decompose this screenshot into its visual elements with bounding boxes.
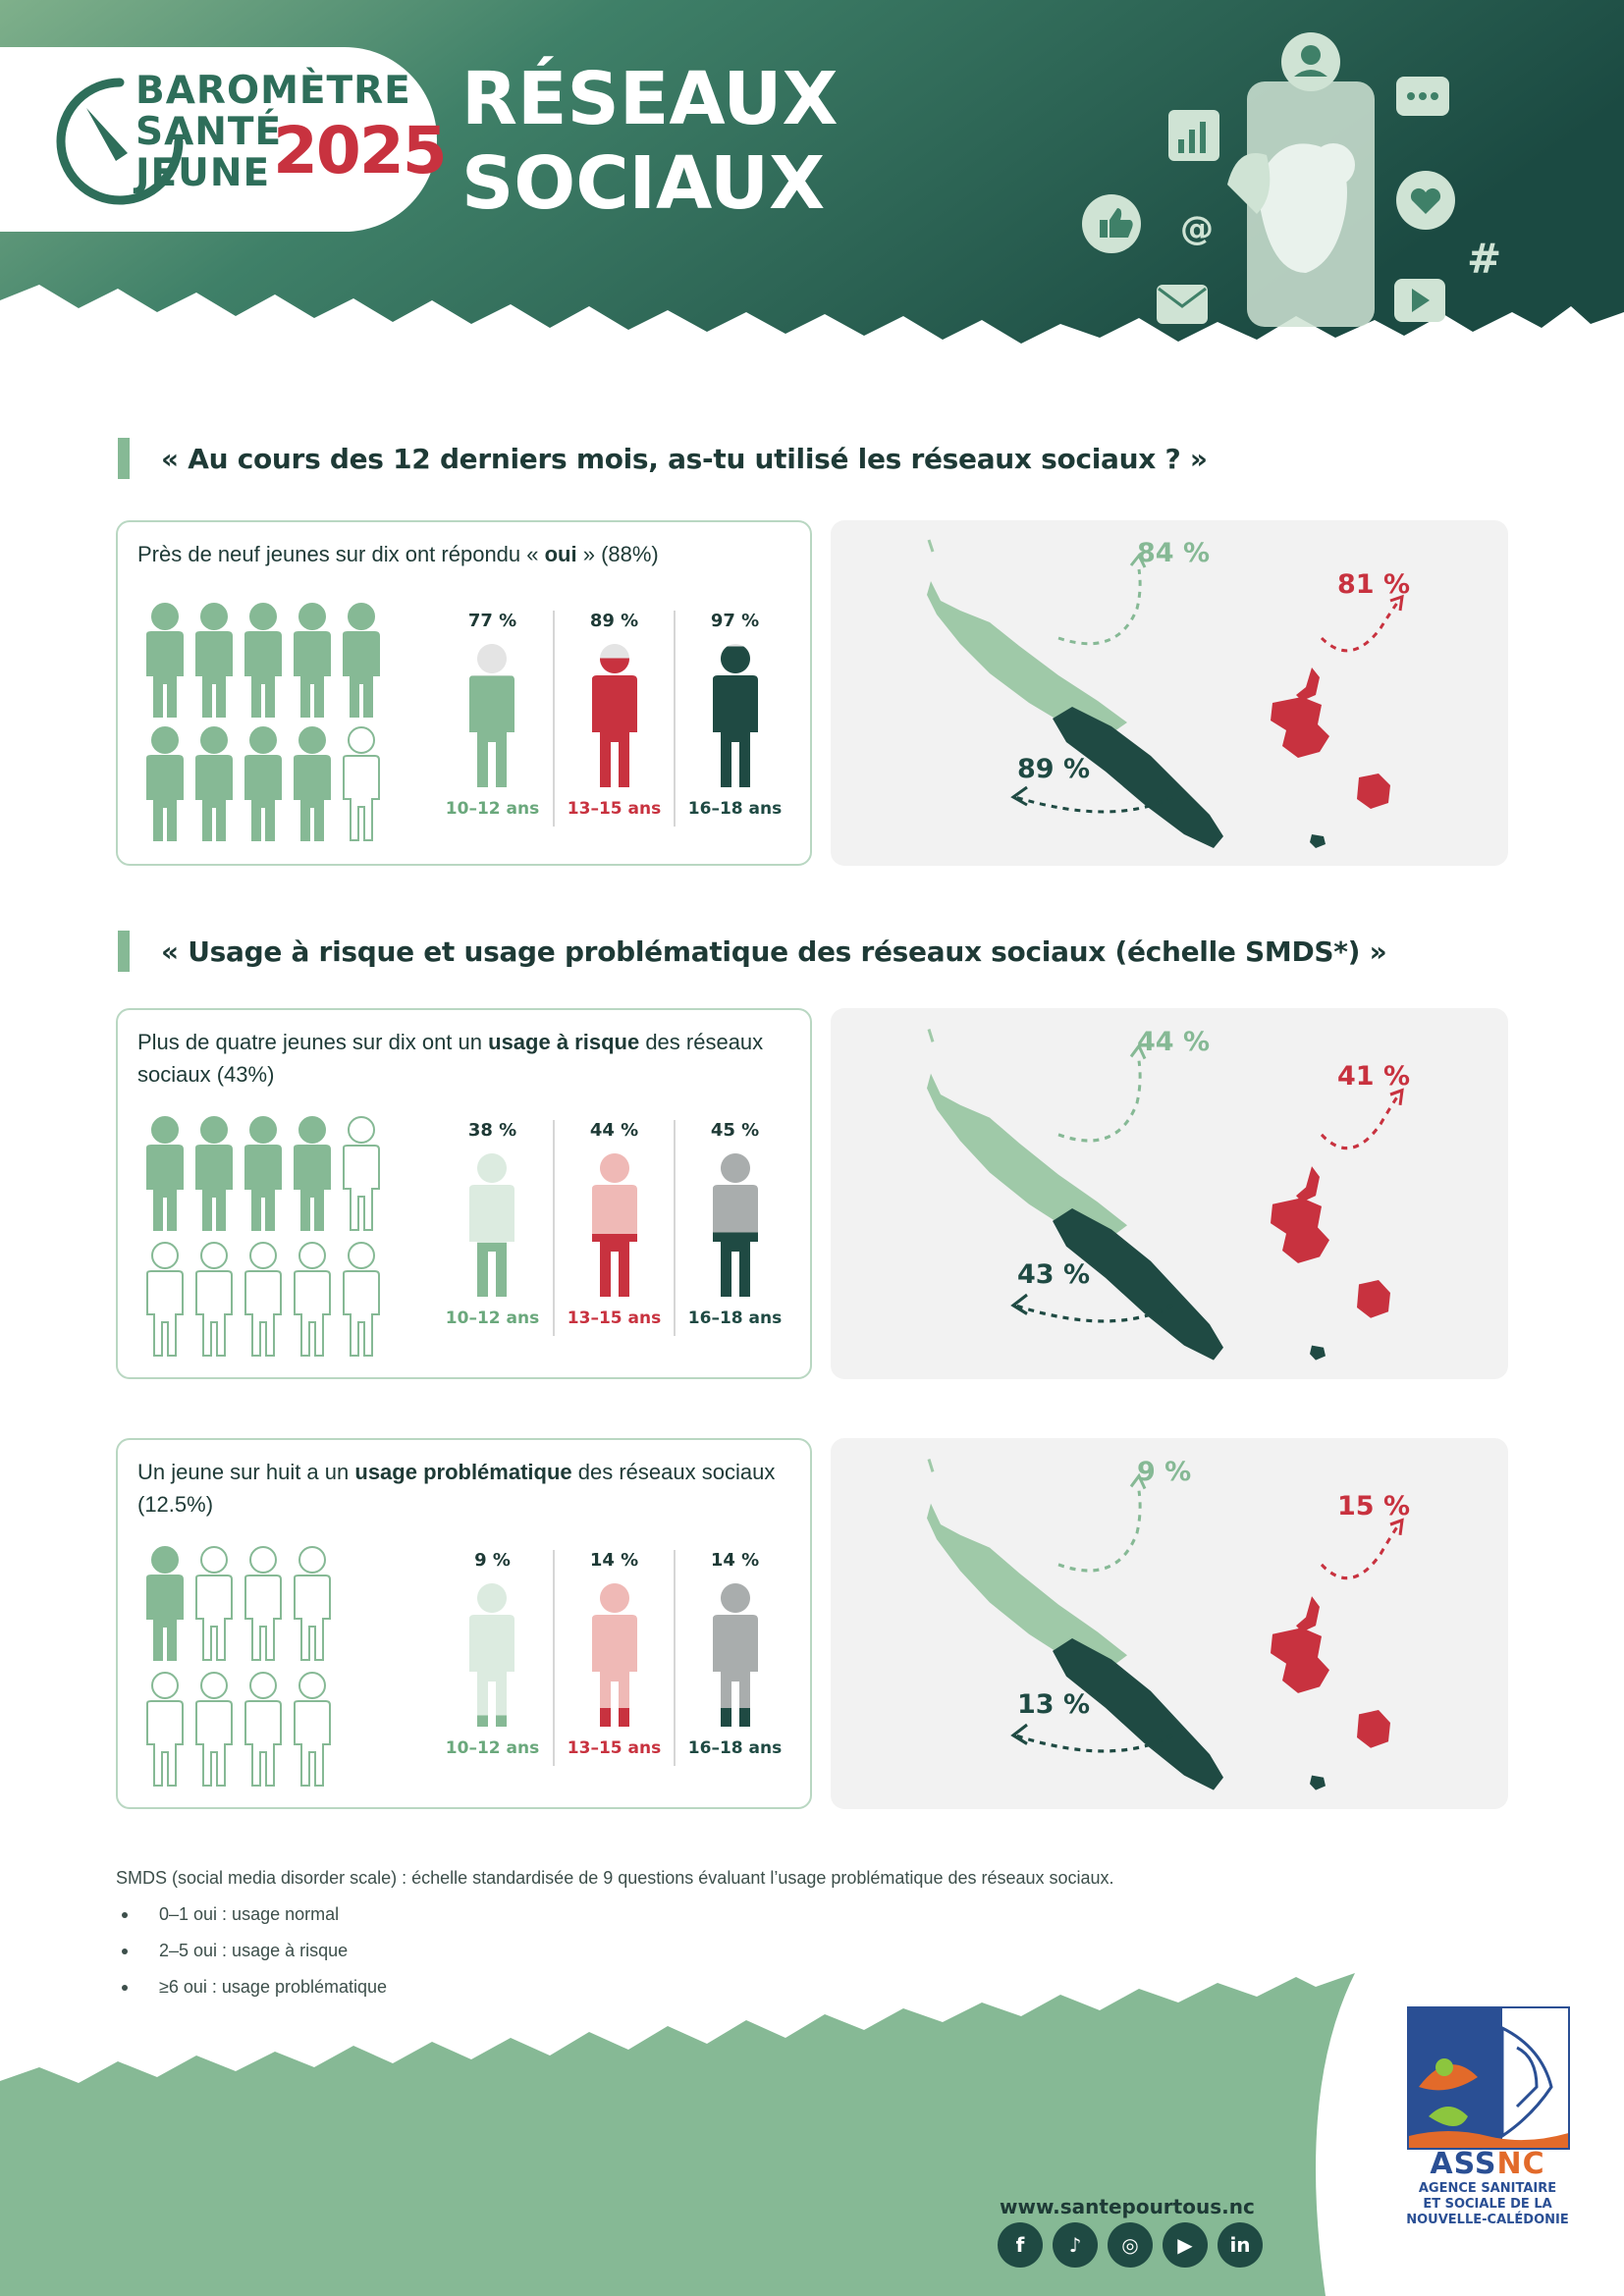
age-group [432, 611, 553, 827]
agency-line-3: NOUVELLE-CALÉDONIE [1406, 2213, 1569, 2227]
person-filled-icon [240, 726, 287, 842]
logo-year: 2025 [273, 113, 446, 188]
age-group [674, 1120, 794, 1336]
risk-card [116, 1008, 812, 1379]
problem-people-grid [141, 1546, 338, 1788]
age-group [553, 1550, 674, 1766]
age-person-icon [707, 642, 764, 789]
person-outline-icon [190, 1242, 238, 1358]
age-person-icon [586, 642, 643, 789]
section-heading-text: « Usage à risque et usage problématique des réseaux sociaux (échelle SMDS*) » [161, 934, 1387, 968]
age-label: 16–18 ans [687, 1738, 783, 1758]
person-outline-icon [289, 1546, 336, 1662]
problem-map-card [831, 1438, 1508, 1809]
instagram-icon[interactable]: ◎ [1108, 2222, 1153, 2268]
person-outline-icon [338, 1116, 385, 1232]
hashtag-icon: # [1467, 235, 1502, 283]
age-person-icon [707, 1581, 764, 1729]
page-title-line-1: RÉSEAUX [461, 57, 839, 141]
agency-acronym: ASSNC [1430, 2147, 1545, 2181]
person-filled-icon [338, 603, 385, 719]
age-group [432, 1120, 553, 1336]
linkedin-icon[interactable]: in [1218, 2222, 1263, 2268]
logo-line-1: BAROMÈTRE [135, 69, 411, 113]
problem-card [116, 1438, 812, 1809]
page-header [0, 0, 1624, 373]
footnote-item: 0–1 oui : usage normal [116, 1904, 1114, 1925]
logo-line-3: JEUNE [135, 151, 271, 195]
map-percent-islands: 81 % [1337, 569, 1411, 600]
problem-age-breakdown [432, 1550, 795, 1766]
risk-map-card [831, 1008, 1508, 1379]
agency-emblem-icon [1409, 2008, 1570, 2150]
age-person-icon [586, 1581, 643, 1729]
person-outline-icon [240, 1242, 287, 1358]
age-percent: 97 % [710, 611, 760, 631]
email-icon [1157, 285, 1208, 324]
map-percent-south: 89 % [1017, 754, 1091, 784]
risk-card-text: Plus de quatre jeunes sur dix ont un usage à risque des réseaux sociaux (43%) [137, 1030, 764, 1087]
at-icon: @ [1180, 209, 1214, 248]
tiktok-icon[interactable]: ♪ [1053, 2222, 1098, 2268]
person-filled-icon [289, 726, 336, 842]
map-percent-islands: 15 % [1337, 1490, 1411, 1522]
age-person-icon [463, 1581, 520, 1729]
agency-line-1: AGENCE SANITAIRE [1418, 2181, 1557, 2196]
age-percent: 45 % [710, 1120, 760, 1141]
person-outline-icon [338, 726, 385, 842]
person-filled-icon [190, 1116, 238, 1232]
person-filled-icon [141, 1546, 189, 1662]
map-percent-south: 13 % [1017, 1688, 1091, 1720]
section-heading-text: « Au cours des 12 derniers mois, as-tu utilisé les réseaux sociaux ? » [161, 442, 1208, 475]
age-group [674, 611, 794, 827]
age-person-icon [463, 642, 520, 789]
age-percent: 14 % [710, 1550, 760, 1571]
age-group [674, 1550, 794, 1766]
age-label: 16–18 ans [687, 799, 783, 819]
agency-line-2: ET SOCIALE DE LA [1423, 2197, 1552, 2212]
age-label: 10–12 ans [445, 1308, 540, 1328]
section-marker [118, 438, 130, 479]
person-outline-icon [289, 1672, 336, 1788]
age-label: 13–15 ans [567, 1738, 662, 1758]
map-percent-north: 44 % [1137, 1027, 1211, 1058]
person-filled-icon [289, 1116, 336, 1232]
person-outline-icon [240, 1672, 287, 1788]
page-footer [0, 1973, 1624, 2296]
person-filled-icon [141, 726, 189, 842]
person-outline-icon [289, 1242, 336, 1358]
person-outline-icon [141, 1242, 189, 1358]
usage-people-grid [141, 603, 387, 842]
usage-card-text: Près de neuf jeunes sur dix ont répondu « oui » (88%) [137, 542, 659, 566]
section-heading-usage [118, 438, 1208, 479]
age-group [553, 611, 674, 827]
age-label: 10–12 ans [445, 799, 540, 819]
facebook-icon[interactable]: f [998, 2222, 1043, 2268]
map-percent-islands: 41 % [1337, 1060, 1411, 1092]
person-filled-icon [190, 603, 238, 719]
age-person-icon [707, 1151, 764, 1299]
problem-card-text: Un jeune sur huit a un usage problématique des réseaux sociaux (12.5%) [137, 1460, 776, 1517]
map-percent-north: 84 % [1137, 538, 1211, 568]
social-links [998, 2222, 1263, 2268]
age-label: 13–15 ans [567, 799, 662, 819]
youtube-icon[interactable]: ▶ [1163, 2222, 1208, 2268]
map-percent-south: 43 % [1017, 1258, 1091, 1290]
hero-illustration [1070, 27, 1600, 342]
person-filled-icon [289, 603, 336, 719]
person-outline-icon [240, 1546, 287, 1662]
section-heading-smds [118, 931, 1386, 972]
usage-card [116, 520, 812, 866]
page-title [461, 57, 839, 226]
person-filled-icon [240, 1116, 287, 1232]
person-outline-icon [190, 1546, 238, 1662]
person-outline-icon [190, 1672, 238, 1788]
person-outline-icon [338, 1242, 385, 1358]
usage-age-breakdown [432, 611, 795, 827]
logo-line-2: SANTÉ [135, 110, 283, 154]
person-filled-icon [190, 726, 238, 842]
age-percent: 14 % [589, 1550, 639, 1571]
map-percent-north: 9 % [1137, 1457, 1192, 1488]
footnote-item: ≥6 oui : usage problématique [116, 1977, 1114, 1998]
footnote-item: 2–5 oui : usage à risque [116, 1941, 1114, 1961]
footer-background [0, 1973, 1624, 2296]
age-label: 13–15 ans [567, 1308, 662, 1328]
age-percent: 77 % [467, 611, 517, 631]
age-percent: 44 % [589, 1120, 639, 1141]
person-outline-icon [141, 1672, 189, 1788]
age-percent: 89 % [589, 611, 639, 631]
person-filled-icon [141, 603, 189, 719]
usage-map-card [831, 520, 1508, 866]
age-label: 16–18 ans [687, 1308, 783, 1328]
website-link[interactable]: www.santepourtous.nc [1000, 2195, 1255, 2218]
section-marker [118, 931, 130, 972]
age-person-icon [586, 1151, 643, 1299]
age-group [432, 1550, 553, 1766]
risk-people-grid [141, 1116, 387, 1358]
person-filled-icon [240, 603, 287, 719]
risk-age-breakdown [432, 1120, 795, 1336]
age-percent: 38 % [467, 1120, 517, 1141]
age-label: 10–12 ans [445, 1738, 540, 1758]
age-percent: 9 % [474, 1550, 511, 1571]
person-filled-icon [141, 1116, 189, 1232]
page-title-line-2: SOCIAUX [461, 141, 826, 226]
age-person-icon [463, 1151, 520, 1299]
agency-logo [1407, 2006, 1570, 2150]
age-group [553, 1120, 674, 1336]
smds-definition: SMDS (social media disorder scale) : échelle standardisée de 9 questions évaluant l’usage problématique des réseaux sociaux. [116, 1868, 1114, 1888]
agency-name [1384, 2147, 1591, 2228]
